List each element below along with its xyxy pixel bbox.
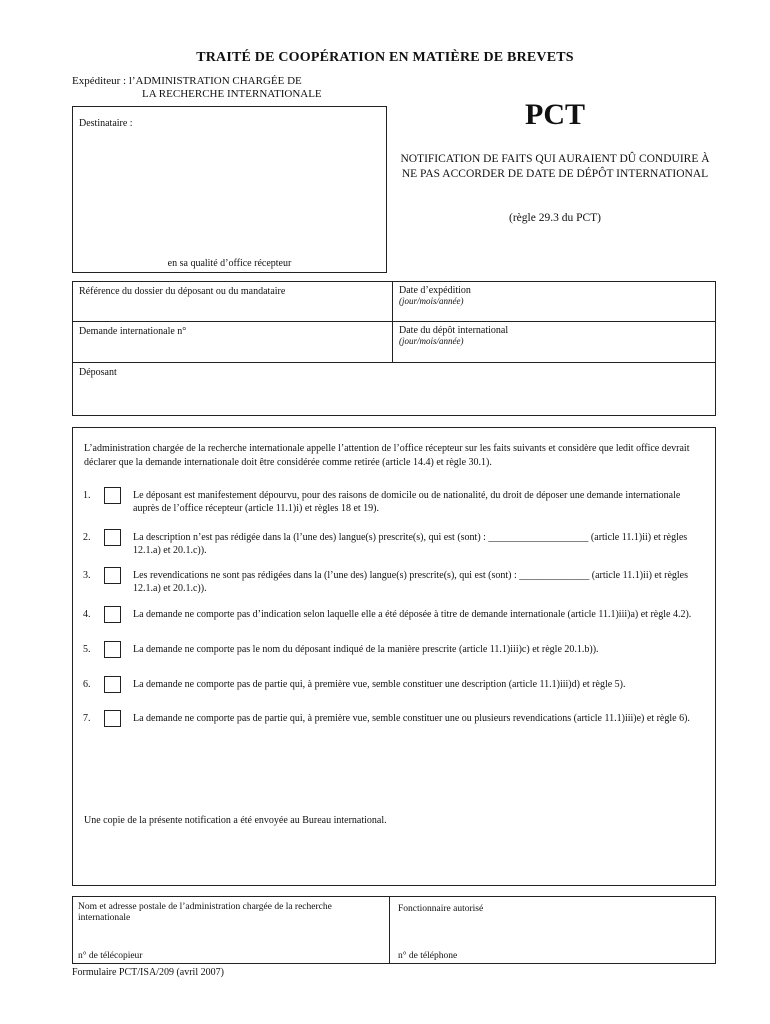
fact-number: 7. bbox=[83, 713, 91, 724]
fact-text: La demande ne comporte pas d’indication selon laquelle elle a été déposée à titre de demande internationale (article 11.1)iii)a) et règle 4.2). bbox=[133, 609, 692, 620]
authority-address-label: Nom et adresse postale de l’administration chargée de la recherche internationale bbox=[78, 902, 332, 923]
applicant-label: Déposant bbox=[79, 367, 117, 378]
fact-text: La demande ne comporte pas de partie qui, à première vue, semble constituer une description (article 11.1)iii)d) et règle 5). bbox=[133, 679, 626, 690]
filing-date-label: Date du dépôt international bbox=[399, 325, 509, 336]
applicant-field[interactable] bbox=[73, 363, 715, 415]
fact-number: 3. bbox=[83, 570, 91, 581]
authorized-officer-label: Fonctionnaire autorisé bbox=[398, 904, 484, 914]
filing-date-format: (jour/mois/année) bbox=[399, 336, 464, 346]
fact-number: 6. bbox=[83, 679, 91, 690]
fact-number: 2. bbox=[83, 532, 91, 543]
reference-row-dossier bbox=[73, 282, 715, 322]
fact-checkbox-5[interactable] bbox=[104, 641, 121, 658]
facts-box bbox=[72, 427, 716, 886]
rule-reference: (règle 29.3 du PCT) bbox=[509, 212, 601, 224]
destination-box bbox=[72, 106, 387, 273]
notification-title: NOTIFICATION DE FAITS QUI AURAIENT DÛ CONDUIRE À NE PAS ACCORDER DE DATE DE DÉPÔT INTERNATIONAL bbox=[400, 153, 710, 180]
fact-number: 5. bbox=[83, 644, 91, 655]
fact-checkbox-6[interactable] bbox=[104, 676, 121, 693]
dispatch-date-label: Date d’expédition bbox=[399, 285, 471, 296]
sender-line-2: LA RECHERCHE INTERNATIONALE bbox=[142, 88, 322, 100]
fact-text: La demande ne comporte pas le nom du déposant indiqué de la manière prescrite (article 11.1)iii)c) et règle 20.1.b)). bbox=[133, 644, 599, 655]
sender-block bbox=[72, 75, 322, 101]
pct-heading: PCT bbox=[525, 98, 585, 131]
fact-checkbox-4[interactable] bbox=[104, 606, 121, 623]
dossier-reference-label: Référence du dossier du déposant ou du mandataire bbox=[79, 286, 286, 297]
receiving-office-note: en sa qualité d’office récepteur bbox=[167, 258, 292, 269]
authority-box bbox=[72, 896, 716, 964]
reference-table bbox=[72, 281, 716, 416]
fact-text: Les revendications ne sont pas rédigées dans la (l’une des) langue(s) prescrite(s), qui est (sont) : ______________ (article 11.1)ii) et règles 12.1.a) et 20.1.c)). bbox=[133, 570, 689, 594]
copy-note: Une copie de la présente notification a été envoyée au Bureau international. bbox=[84, 815, 387, 826]
phone-number-label: n° de téléphone bbox=[398, 951, 458, 961]
form-reference: Formulaire PCT/ISA/209 (avril 2007) bbox=[72, 967, 224, 978]
fact-number: 4. bbox=[83, 609, 91, 620]
destination-label: Destinataire : bbox=[79, 118, 133, 129]
dossier-reference-field[interactable] bbox=[73, 282, 393, 321]
fact-checkbox-1[interactable] bbox=[104, 487, 121, 504]
authorized-officer-field[interactable] bbox=[390, 897, 715, 963]
dispatch-date-field[interactable] bbox=[393, 282, 715, 327]
fact-checkbox-7[interactable] bbox=[104, 710, 121, 727]
application-number-label: Demande internationale n° bbox=[79, 326, 187, 337]
fact-text: La demande ne comporte pas de partie qui, à première vue, semble constituer une ou plusieurs revendications (article 11.1)iii)e) et règle 6). bbox=[133, 713, 690, 724]
document-title: TRAITÉ DE COOPÉRATION EN MATIÈRE DE BREVETS bbox=[196, 50, 574, 65]
reference-row-application bbox=[73, 322, 715, 363]
fact-text: Le déposant est manifestement dépourvu, pour des raisons de domicile ou de nationalité, du droit de déposer une demande internationale auprès de l’office récepteur (article 11.1)i) et règles 18 et 19). bbox=[133, 490, 681, 514]
application-number-field[interactable] bbox=[73, 322, 393, 362]
facts-intro: L’administration chargée de la recherche internationale appelle l’attention de l’office récepteur sur les faits suivants et considère que ledit office devrait déclarer que la demande internationale doit être considérée comme retirée (article 14.4) et règle 30.1). bbox=[84, 443, 690, 468]
fact-checkbox-2[interactable] bbox=[104, 529, 121, 546]
fact-text: La description n’est pas rédigée dans la (l’une des) langue(s) prescrite(s), qui est (sont) : ____________________ (article 11.1)ii) et règles 12.1.a) et 20.1.c)). bbox=[133, 532, 688, 556]
filing-date-field[interactable] bbox=[393, 322, 715, 368]
sender-line-1: Expéditeur : l’ADMINISTRATION CHARGÉE DE bbox=[72, 75, 302, 87]
dispatch-date-format: (jour/mois/année) bbox=[399, 296, 464, 306]
authority-address-field[interactable] bbox=[73, 897, 390, 963]
fact-checkbox-3[interactable] bbox=[104, 567, 121, 584]
fax-number-label: n° de télécopieur bbox=[78, 951, 143, 961]
fact-number: 1. bbox=[83, 490, 91, 501]
